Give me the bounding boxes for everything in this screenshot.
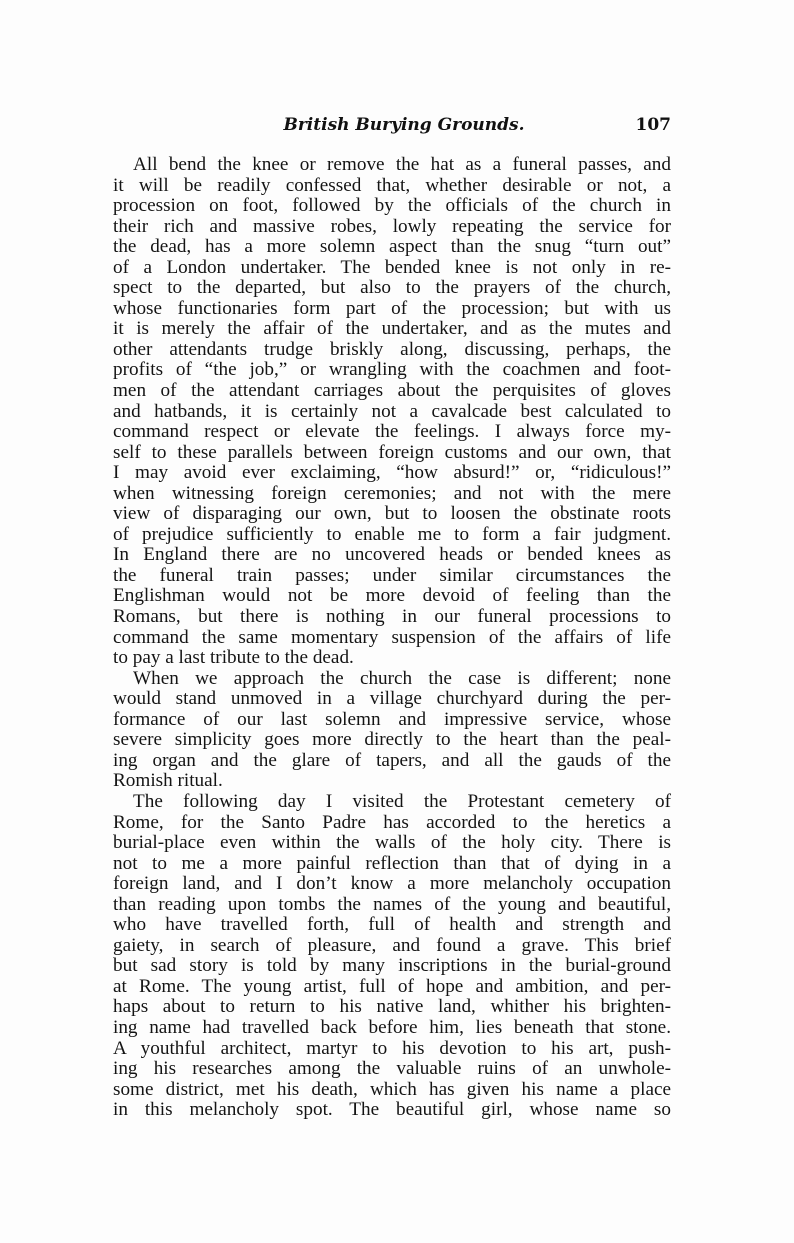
running-head — [113, 115, 671, 139]
text-line: view of disparaging our own, but to loosen the obstinate roots — [113, 503, 671, 525]
text-line: gaiety, in search of pleasure, and found a grave. This brief — [113, 934, 671, 956]
text-line: Romish ritual. — [113, 770, 223, 792]
text-line: men of the attendant carriages about the perquisites of gloves — [113, 380, 671, 402]
text-line: profits of “the job,” or wrangling with the coachmen and foot- — [113, 359, 671, 381]
text-line: would stand unmoved in a village churchyard during the per- — [113, 688, 671, 710]
page-number: 107 — [635, 115, 671, 135]
text-line: not to me a more painful reflection than that of dying in a — [113, 852, 671, 874]
text-line: in this melancholy spot. The beautiful girl, whose name so — [113, 1099, 671, 1121]
text-line: than reading upon tombs the names of the young and beautiful, — [113, 893, 671, 915]
text-line: Romans, but there is nothing in our funeral processions to — [113, 606, 671, 628]
text-line: of a London undertaker. The bended knee is not only in re- — [113, 256, 671, 278]
text-line: foreign land, and I don’t know a more melancholy occupation — [113, 873, 671, 895]
text-line: Rome, for the Santo Padre has accorded to the heretics a — [113, 811, 671, 833]
text-line: of prejudice sufficiently to enable me to form a fair judgment. — [113, 523, 671, 545]
text-line: but sad story is told by many inscriptions in the burial-ground — [113, 955, 671, 977]
text-line: ing name had travelled back before him, lies beneath that stone. — [113, 1016, 671, 1038]
text-line: the dead, has a more solemn aspect than the snug “turn out” — [113, 236, 671, 258]
text-line: other attendants trudge briskly along, discussing, perhaps, the — [113, 338, 671, 360]
text-line: In England there are no uncovered heads or bended knees as — [113, 544, 671, 566]
text-line: formance of our last solemn and impressive service, whose — [113, 708, 671, 730]
text-line: command the same momentary suspension of the affairs of life — [113, 626, 671, 648]
text-line: the funeral train passes; under similar circumstances the — [113, 564, 671, 586]
text-line: when witnessing foreign ceremonies; and not with the mere — [113, 482, 671, 504]
text-line: who have travelled forth, full of health and strength and — [113, 914, 671, 936]
text-line: it is merely the affair of the undertaker, and as the mutes and — [113, 318, 671, 340]
text-line: self to these parallels between foreign customs and our own, that — [113, 441, 671, 463]
text-line: at Rome. The young artist, full of hope and ambition, and per- — [113, 975, 671, 997]
text-line: command respect or elevate the feelings. I always force my- — [113, 421, 671, 443]
body-text — [113, 155, 671, 1121]
text-line: procession on foot, followed by the officials of the church in — [113, 195, 671, 217]
text-line: some district, met his death, which has given his name a place — [113, 1078, 671, 1100]
text-line: haps about to return to his native land, whither his brighten- — [113, 996, 671, 1018]
text-line: it will be readily confessed that, whether desirable or not, a — [113, 174, 671, 196]
text-line: I may avoid ever exclaiming, “how absurd!” or, “ridiculous!” — [113, 462, 671, 484]
text-line: All bend the knee or remove the hat as a funeral passes, and — [133, 154, 671, 175]
text-line: to pay a last tribute to the dead. — [113, 647, 354, 669]
text-line: burial-place even within the walls of the holy city. There is — [113, 832, 671, 854]
text-line: A youthful architect, martyr to his devotion to his art, push- — [113, 1037, 671, 1059]
text-line: The following day I visited the Protestant cemetery of — [133, 790, 671, 812]
text-line: spect to the departed, but also to the prayers of the church, — [113, 277, 671, 299]
text-line: severe simplicity goes more directly to the heart than the peal- — [113, 729, 671, 751]
text-line: whose functionaries form part of the procession; but with us — [113, 297, 671, 319]
text-line: and hatbands, it is certainly not a cavalcade best calculated to — [113, 400, 671, 422]
text-line: When we approach the church the case is different; none — [133, 667, 671, 689]
text-line: ing his researches among the valuable ruins of an unwhole- — [113, 1058, 671, 1080]
text-line: ing organ and the glare of tapers, and all the gauds of the — [113, 749, 671, 771]
text-line: Englishman would not be more devoid of feeling than the — [113, 585, 671, 607]
text-line: their rich and massive robes, lowly repeating the service for — [113, 215, 671, 237]
running-title: British Burying Grounds. — [283, 115, 525, 135]
